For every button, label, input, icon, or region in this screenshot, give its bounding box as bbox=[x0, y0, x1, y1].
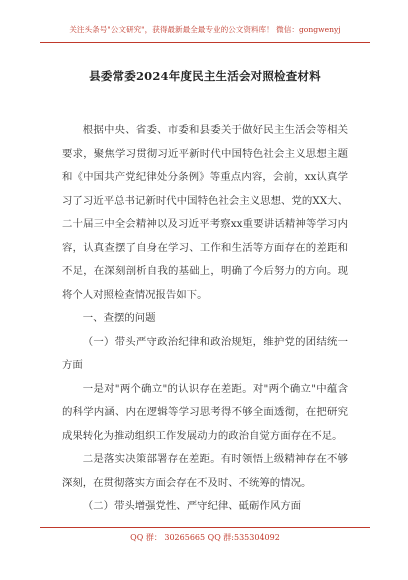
footer-divider bbox=[40, 527, 370, 528]
subsection-heading-2: （二）带头增强党性、严守纪律、砥砺作风方面 bbox=[82, 500, 301, 512]
footer-qq-groups: QQ 群： 30265665 QQ 群:535304092 bbox=[130, 533, 280, 542]
intro-paragraph: 根据中央、省委、市委和县委关于做好民主生活会等相关要求，聚焦学习贯彻习近平新时代中国特色社会主义思想主题和《中国共产党纪律处分条例》等重点内容，会前，xx认真学习了习近平总书记新时代中国特色社会主义思想、党的XX大、二十届三中全会精神以及习近平考察xx重要讲话精神等学习内容，认真查摆了自身在学习、工作和生活等方面存在的差距和不足，在深刻剖析自我的基础上，明确了今后努力的方向。现将个人对照检查情况报告如下。 bbox=[62, 124, 348, 301]
issue-paragraph-2: 二是落实决策部署存在差距。有时领悟上级精神存在不够深刻，在贯彻落实方面会存在不及时、不统筹的情况。 bbox=[62, 453, 348, 489]
subsection-heading-1: （一）带头严守政治纪律和政治规矩，维护党的团结统一方面 bbox=[62, 335, 348, 371]
section-heading: 一、查摆的问题 bbox=[82, 312, 156, 324]
issue-paragraph-1: 一是对"两个确立"的认识存在差距。对"两个确立"中蕴含的科学内涵、内在逻辑等学习思考得不够全面透彻，在把研究成果转化为推动组织工作发展动力的政治自觉方面存在不足。 bbox=[62, 382, 348, 442]
document-title: 县委常委2024年度民主生活会对照检查材料 bbox=[89, 69, 321, 83]
header-banner: 关注头条号"公文研究"，获得最新最全最专业的公文资料库！ 微信：gongwenyj bbox=[69, 25, 341, 34]
document-body bbox=[62, 119, 348, 519]
header-divider bbox=[40, 42, 370, 43]
